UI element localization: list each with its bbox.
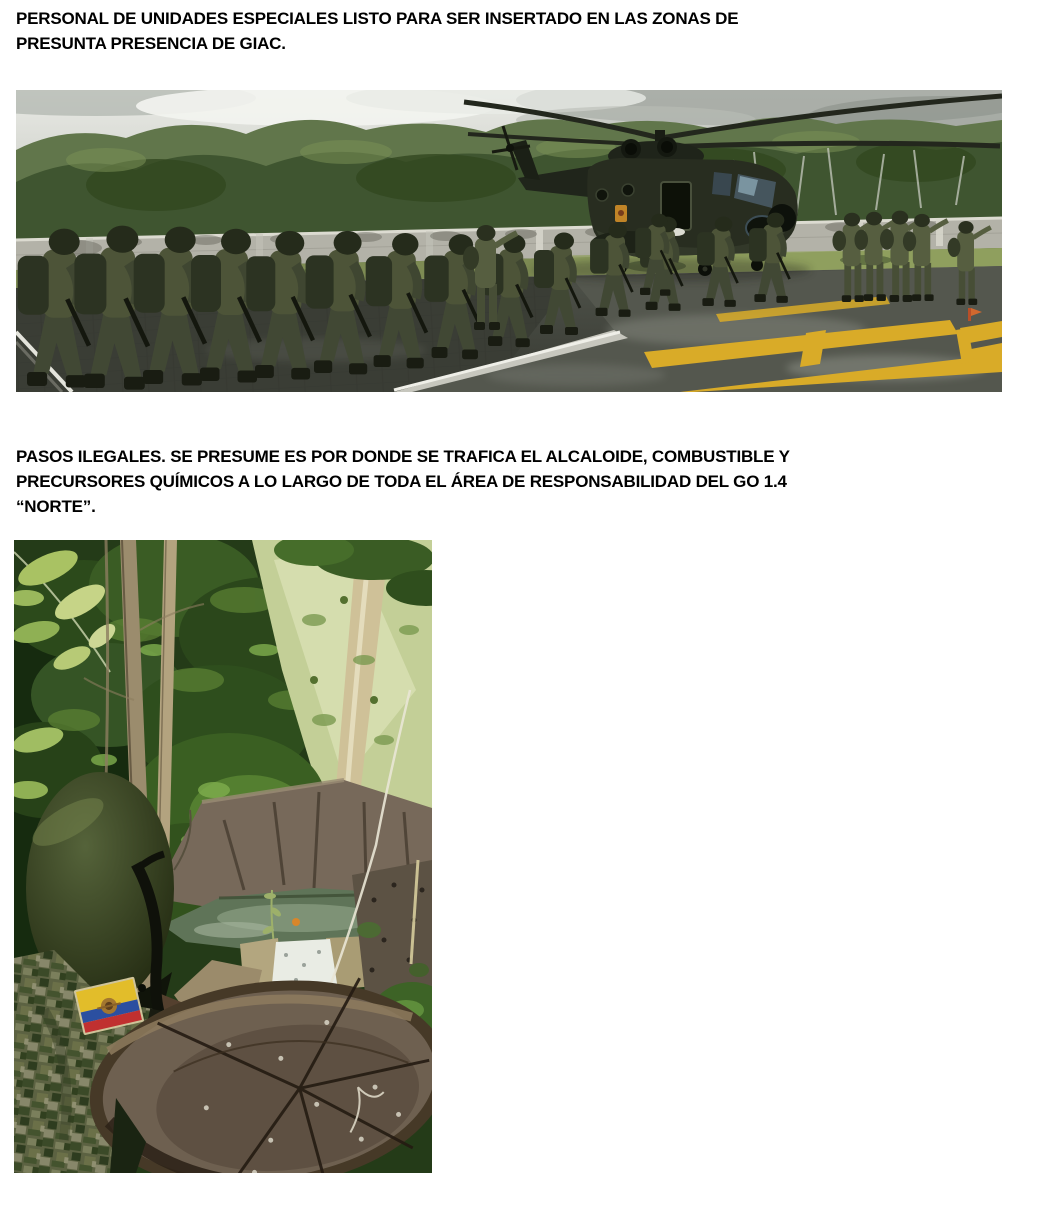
photo-helicopter-boarding xyxy=(16,90,1002,392)
floating-object xyxy=(292,918,300,926)
caption-line: PASOS ILEGALES. SE PRESUME ES POR DONDE SE TRAFICA EL ALCALOIDE, COMBUSTIBLE Y xyxy=(16,447,790,466)
photo-illegal-pass xyxy=(14,540,432,1173)
caption-line: PERSONAL DE UNIDADES ESPECIALES LISTO PARA SER INSERTADO EN LAS ZONAS DE xyxy=(16,9,739,28)
ravine-photo-art xyxy=(14,540,432,1173)
caption-line: “NORTE”. xyxy=(16,497,96,516)
helicopter-photo-art xyxy=(16,90,1002,392)
caption-illegal-crossings xyxy=(16,444,986,519)
caption-special-units xyxy=(16,6,976,56)
caption-line: PRECURSORES QUÍMICOS A LO LARGO DE TODA EL ÁREA DE RESPONSABILIDAD DEL GO 1.4 xyxy=(16,472,787,491)
caption-line: PRESUNTA PRESENCIA DE GIAC. xyxy=(16,34,286,53)
